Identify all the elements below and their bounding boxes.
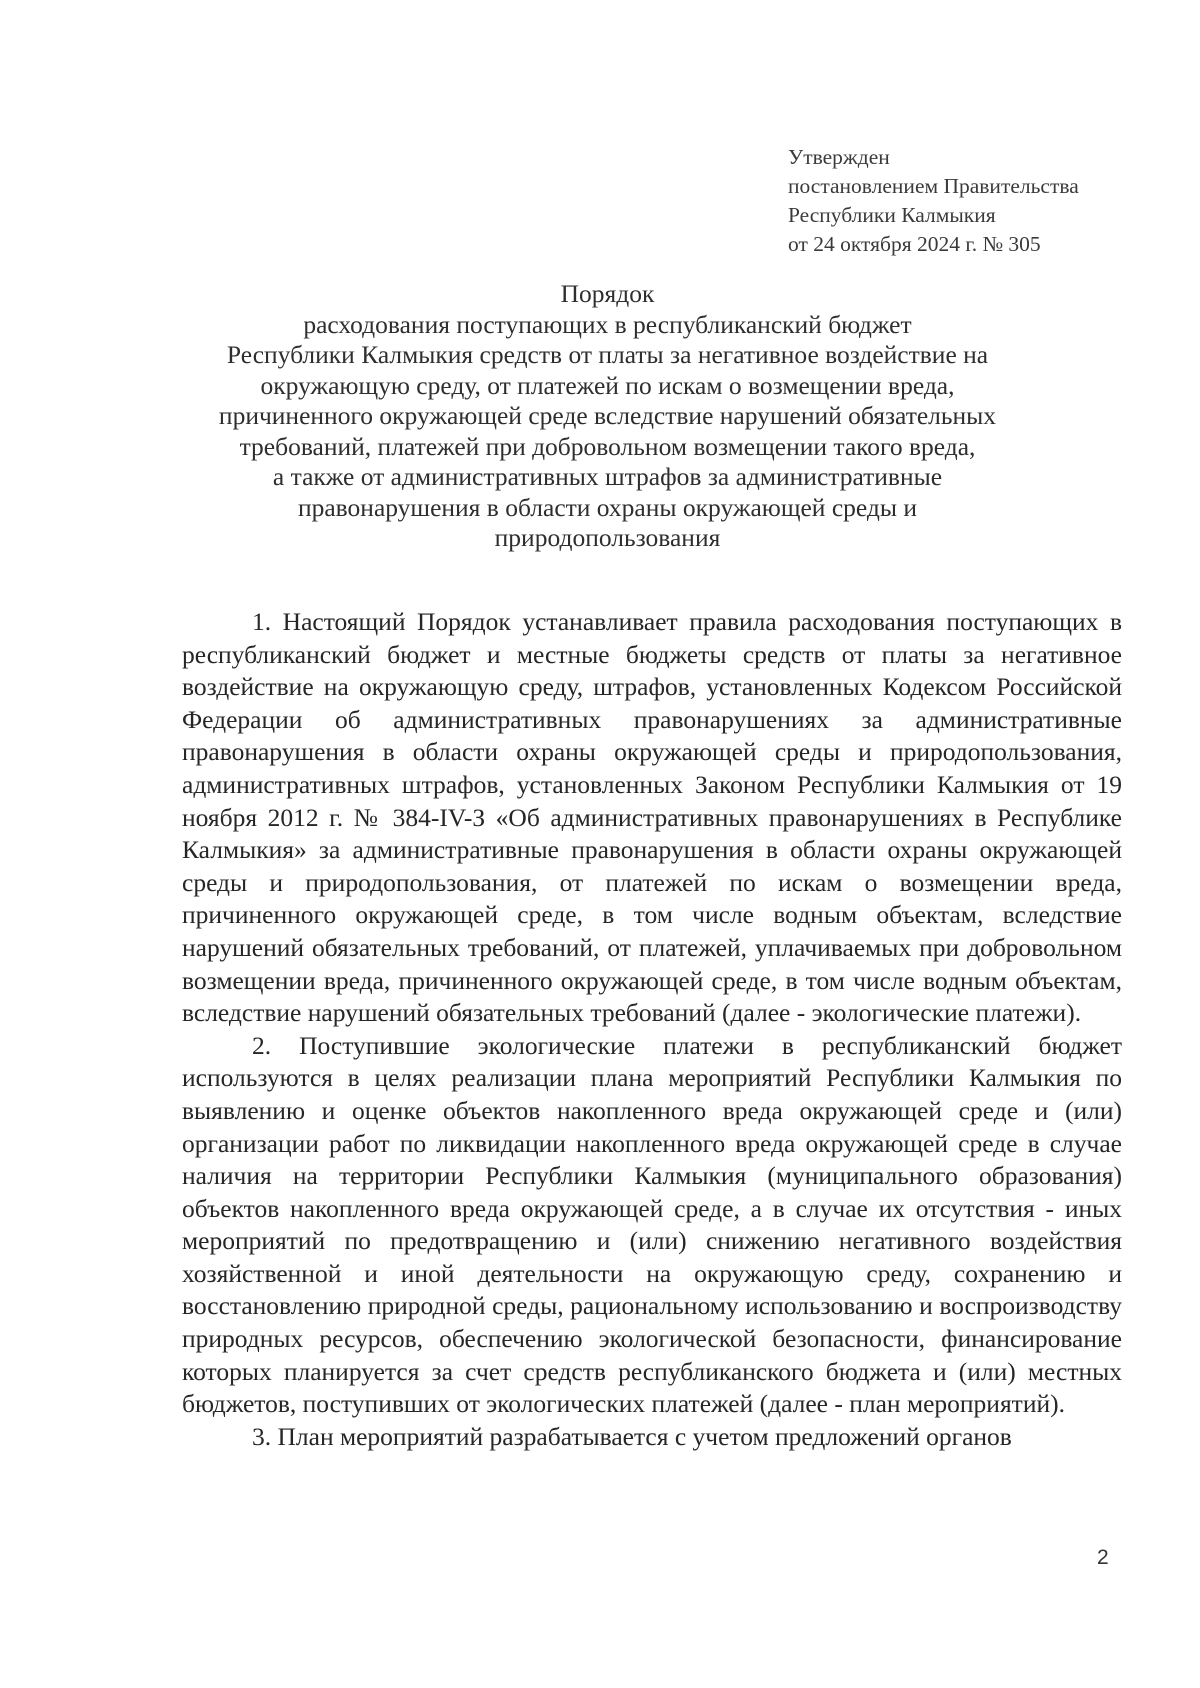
approval-date-line: от 24 октября 2024 г. № 305 [788, 232, 1041, 256]
title-line: а также от административных штрафов за административные [272, 462, 943, 491]
document-body [182, 606, 1122, 1453]
approval-line: постановлением Правительства [788, 174, 1079, 198]
paragraph-2: 2. Поступившие экологические платежи в республиканский бюджет используются в целях реализации плана мероприятий Республики Калмыкия по выявлению и оценке объектов накопленного вреда окружающей среде и (или) организации работ по ликвидации накопленного вреда окружающей среде в случае наличия на территории Республики Калмыкия (муниципального образования) объектов накопленного вреда окружающей среде, а в случае их отсутствия - иных мероприятий по предотвращению и (или) снижению негативного воздействия хозяйственной и иной деятельности на окружающую среду, сохранению и восстановлению природной среды, рациональному использованию и воспроизводству природных ресурсов, обеспечению экологической безопасности, финансирование которых планируется за счет средств республиканского бюджета и (или) местных бюджетов, поступивших от экологических платежей (далее - план мероприятий). [182, 1030, 1122, 1419]
approval-line: Республики Калмыкия [788, 203, 996, 227]
page-number: 2 [1097, 1546, 1109, 1569]
title-line: требований, платежей при добровольном возмещении такого вреда, [239, 431, 976, 461]
approval-stamp [788, 143, 1079, 259]
title-line: природопользования [494, 523, 721, 552]
paragraph-1: 1. Настоящий Порядок устанавливает правила расходования поступающих в республиканский бюджет и местные бюджеты средств от платы за негативное воздействие на окружающую среду, штрафов, установленных Кодексом Российской Федерации об административных правонарушениях за административные правонарушения в области охраны окружающей среды и природопользования, административных штрафов, установленных Законом Республики Калмыкия от 19 ноября 2012 г. № 384-IV-З «Об административных правонарушениях в Республике Калмыкия» за административные правонарушения в области охраны окружающей среды и природопользования, от платежей по искам о возмещении вреда, причиненного окружающей среде, в том числе водным объектам, вследствие нарушений обязательных требований, от платежей, уплачиваемых при добровольном возмещении вреда, причиненного окружающей среде, в том числе водным объектам, вследствие нарушений обязательных требований (далее - экологические платежи). [182, 607, 1122, 1028]
title-line: Республики Калмыкия средств от платы за негативное воздействие на [226, 340, 989, 369]
approval-line: Утвержден [788, 145, 890, 169]
document-title [180, 279, 1035, 554]
title-line: причиненного окружающей среде вследствие нарушений обязательных [218, 401, 997, 430]
title-line: окружающую среду, от платежей по искам о возмещении вреда, [260, 370, 955, 400]
title-heading: Порядок [560, 279, 655, 308]
title-line: расходования поступающих в республиканский бюджет [303, 309, 912, 339]
title-line: правонарушения в области охраны окружающей среды и [297, 492, 918, 522]
paragraph-3: 3. План мероприятий разрабатывается с учетом предложений органов [252, 1421, 1012, 1451]
